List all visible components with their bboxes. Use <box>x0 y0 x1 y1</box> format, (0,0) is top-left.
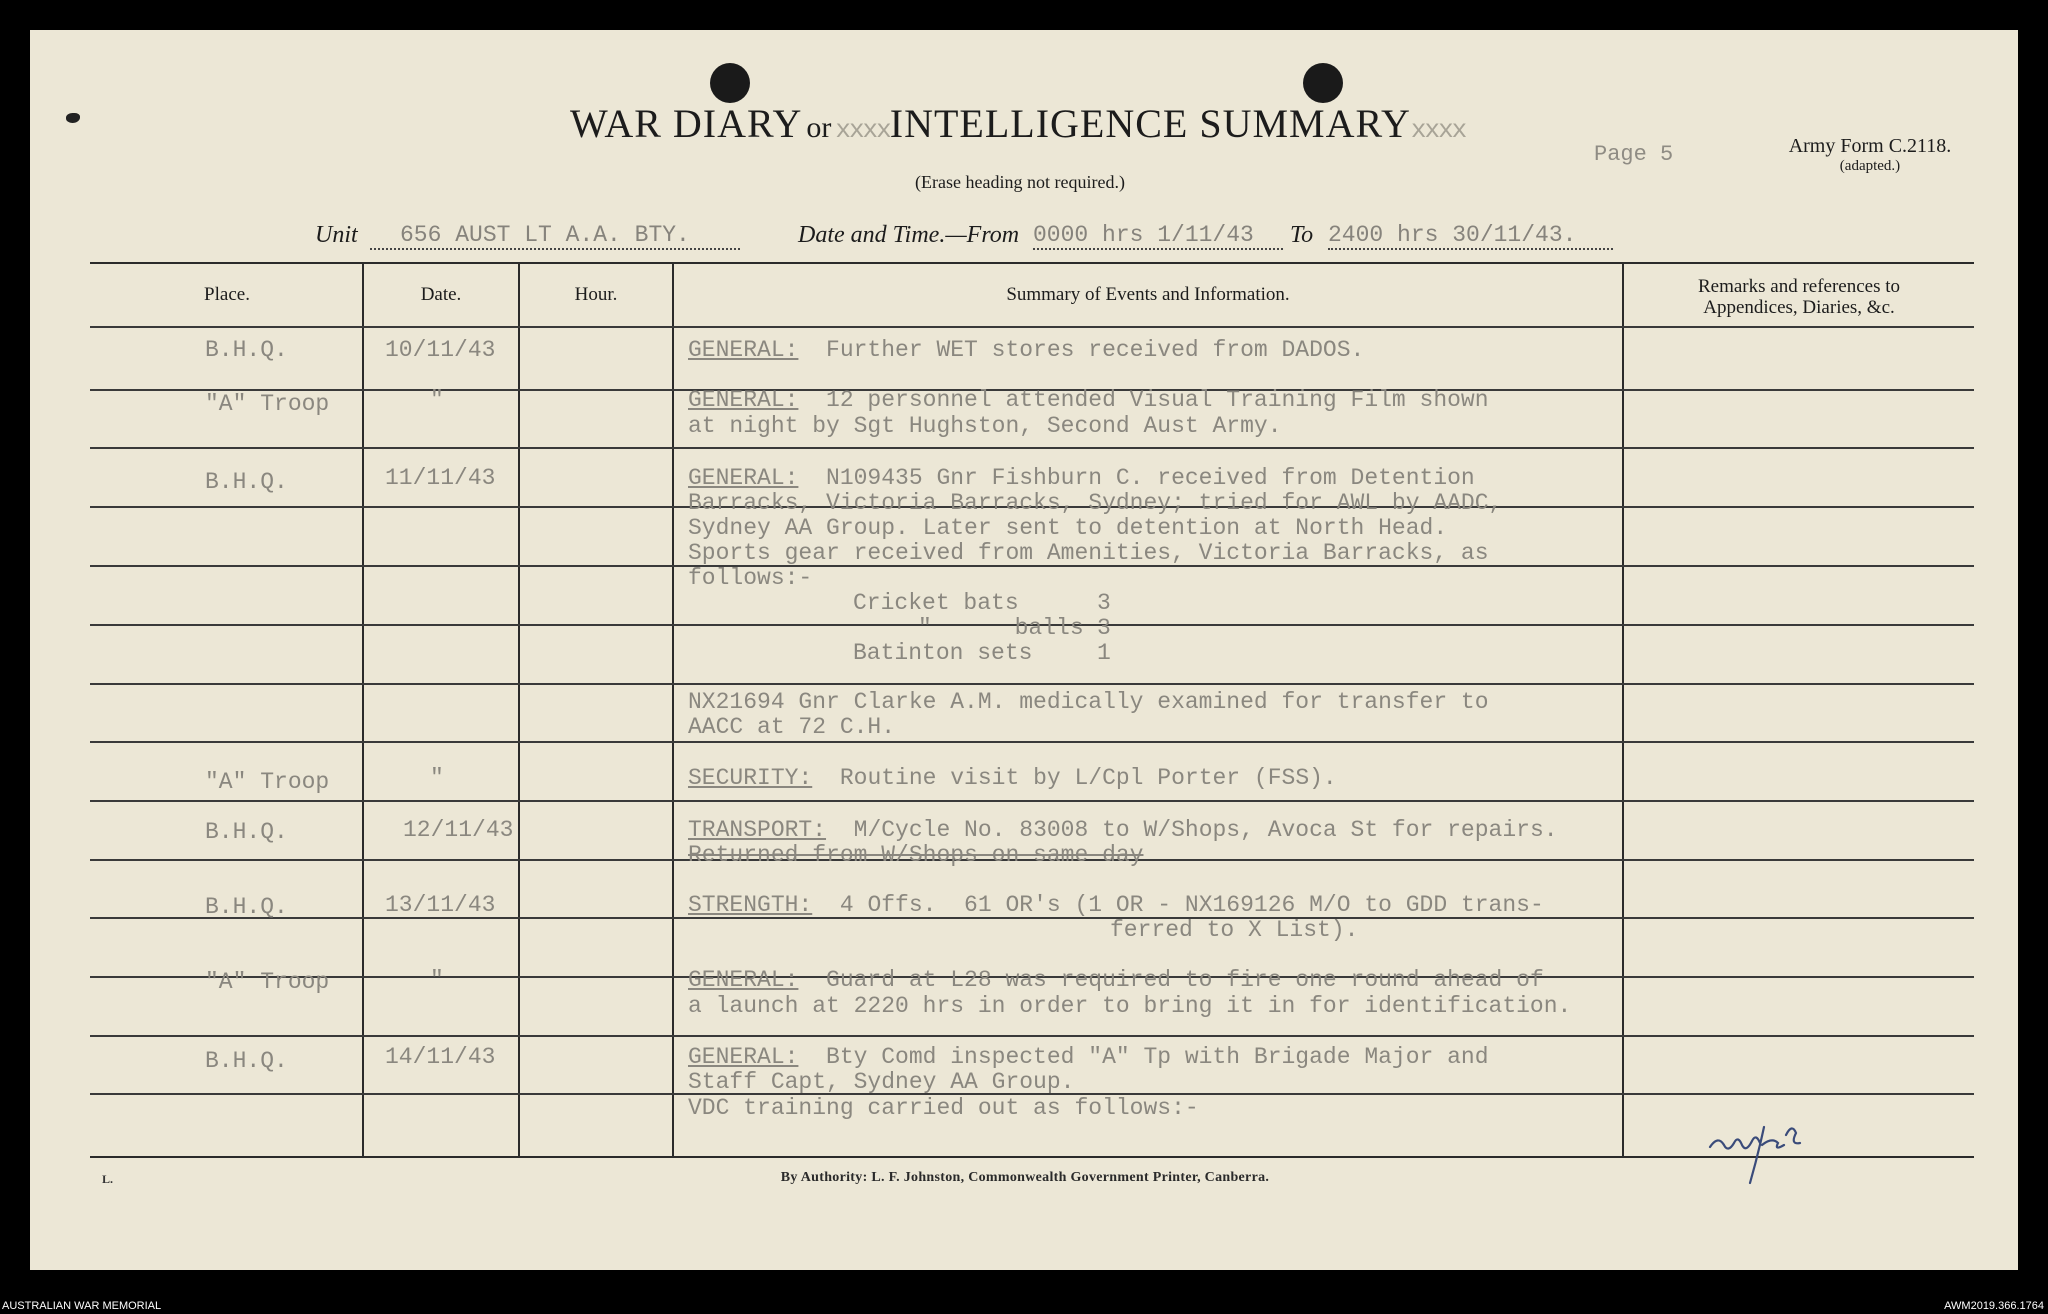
entry-summary <box>688 466 1475 491</box>
entry-heading: GENERAL: <box>688 387 799 413</box>
col-head-summary: Summary of Events and Information. <box>1006 284 1290 305</box>
row-rule <box>90 683 1974 685</box>
caption-right: AWM2019.366.1764 <box>1944 1300 2044 1312</box>
col-head-hour: Hour. <box>574 284 618 305</box>
title-war-diary: WAR DIARY <box>570 101 803 146</box>
col-head-date: Date. <box>420 284 462 305</box>
entry-text: 12 personnel attended Visual Training Film shown <box>798 387 1489 413</box>
entry-date: " <box>430 967 444 993</box>
entry-heading: GENERAL: <box>688 337 799 363</box>
footer-left-mark: L. <box>102 1172 114 1186</box>
col-head-place: Place. <box>204 284 250 305</box>
entry-text-line: Sydney AA Group. Later sent to detention at North Head. <box>688 515 1448 541</box>
entry-text: Guard at L28 was required to fire one round ahead of <box>798 967 1544 993</box>
from-field <box>1033 222 1283 250</box>
entry-place: "A" Troop <box>205 769 330 795</box>
entry-summary <box>688 388 1489 413</box>
army-form-number: Army Form C.2118. <box>1788 135 1952 157</box>
entry-text: Routine visit by L/Cpl Porter (FSS). <box>812 765 1337 791</box>
entry-date: " <box>430 387 444 413</box>
row-rule <box>90 1035 1974 1037</box>
entry-place: "A" Troop <box>205 969 330 995</box>
entry-text: Bty Comd inspected "A" Tp with Brigade Major and <box>798 1044 1489 1070</box>
ink-spot <box>66 113 80 123</box>
table-top-rule <box>90 262 1974 264</box>
row-rule <box>90 800 1974 802</box>
footer-authority: By Authority: L. F. Johnston, Commonwealth Government Printer, Canberra. <box>780 1170 1270 1185</box>
item-name: Cricket bats <box>853 590 1019 616</box>
entry-heading: GENERAL: <box>688 465 799 491</box>
punch-hole-right <box>1303 63 1343 103</box>
entry-summary <box>688 338 1364 363</box>
col-head-remarks <box>1624 276 1974 318</box>
entry-text-line: at night by Sgt Hughston, Second Aust Army. <box>688 413 1282 439</box>
army-form-sub: (adapted.) <box>1839 158 1901 174</box>
caption-left: AUSTRALIAN WAR MEMORIAL <box>2 1300 162 1312</box>
col-divider-summary <box>1622 263 1624 1156</box>
entry-heading: SECURITY: <box>688 765 813 791</box>
item-name: " balls <box>918 615 1084 641</box>
title-strike-1: xxxx <box>835 115 890 145</box>
entry-text: M/Cycle No. 83008 to W/Shops, Avoca St for repairs. <box>826 817 1558 843</box>
entry-summary <box>688 968 1544 993</box>
col-head-remarks-line-1: Remarks and references to <box>1697 276 1901 297</box>
header-rule <box>90 326 1974 328</box>
item-name: Batinton sets <box>853 640 1033 666</box>
unit-label: Unit <box>315 222 358 248</box>
entry-summary <box>688 766 1337 791</box>
entry-date: 13/11/43 <box>385 892 496 918</box>
entry-summary <box>688 1045 1489 1070</box>
entry-text-line: Sports gear received from Amenities, Victoria Barracks, as <box>688 540 1489 566</box>
page-number: Page 5 <box>1594 142 1674 167</box>
entry-place: B.H.Q. <box>205 894 288 920</box>
row-rule <box>90 447 1974 449</box>
page-title <box>570 100 1520 147</box>
unit-line <box>285 222 1685 258</box>
entry-heading: GENERAL: <box>688 967 799 993</box>
to-label: To <box>1290 222 1314 248</box>
entry-text-line: ferred to X List). <box>1110 917 1359 943</box>
entry-date: 10/11/43 <box>385 337 496 363</box>
title-or: or <box>806 111 832 144</box>
date-time-label: Date and Time.—From <box>798 222 1020 248</box>
army-form-label <box>1755 136 1985 176</box>
entry-heading: GENERAL: <box>688 1044 799 1070</box>
punch-hole-left <box>710 63 750 103</box>
entry-text-line: follows:- <box>688 565 813 591</box>
table-bottom-rule <box>90 1156 1974 1158</box>
entry-text: 4 Offs. 61 OR's (1 OR - NX169126 M/O to GDD trans- <box>812 892 1544 918</box>
item-qty: 3 <box>1097 590 1111 616</box>
title-strike-2: xxxx <box>1410 115 1466 145</box>
entry-place: B.H.Q. <box>205 819 288 845</box>
to-field <box>1328 222 1613 250</box>
entry-text: Further WET stores received from DADOS. <box>798 337 1365 363</box>
entry-date: 12/11/43 <box>403 817 514 843</box>
entry-text-line: VDC training carried out as follows:- <box>688 1095 1199 1121</box>
unit-field <box>370 222 740 250</box>
from-value: 0000 hrs 1/11/43 <box>1033 222 1254 248</box>
col-head-remarks-line-2: Appendices, Diaries, &c. <box>1703 297 1895 318</box>
erase-note: (Erase heading not required.) <box>915 172 1125 192</box>
entry-summary: NX21694 Gnr Clarke A.M. medically examined for transfer to <box>688 689 1489 715</box>
item-qty: 1 <box>1097 640 1111 666</box>
item-qty: 3 <box>1097 615 1111 641</box>
entry-text-line: Barracks, Victoria Barracks, Sydney; tried for AWL by AADC, <box>688 490 1503 516</box>
title-intelligence-summary: INTELLIGENCE SUMMARY <box>889 101 1411 146</box>
col-divider-place <box>362 263 364 1156</box>
entry-place: B.H.Q. <box>205 337 288 363</box>
entry-summary <box>688 893 1544 918</box>
entry-summary <box>688 818 1558 843</box>
entry-place: B.H.Q. <box>205 469 288 495</box>
entry-place: B.H.Q. <box>205 1048 288 1074</box>
entry-heading: TRANSPORT: <box>688 817 827 843</box>
entry-text: N109435 Gnr Fishburn C. received from Detention <box>798 465 1475 491</box>
entry-text-line: Returned from W/Shops on same day <box>688 842 1144 868</box>
entry-place: "A" Troop <box>205 391 330 417</box>
entry-date: 14/11/43 <box>385 1044 496 1070</box>
entry-date: " <box>430 765 444 791</box>
entry-text-line: a launch at 2220 hrs in order to bring it in for identification. <box>688 993 1572 1019</box>
to-value: 2400 hrs 30/11/43. <box>1328 222 1577 248</box>
col-divider-date <box>518 263 520 1156</box>
entry-date: 11/11/43 <box>385 465 496 491</box>
col-divider-hour <box>672 263 674 1156</box>
entry-text-line: AACC at 72 C.H. <box>688 714 896 740</box>
signature <box>1700 1105 1830 1185</box>
row-rule <box>90 741 1974 743</box>
entry-text-line: Staff Capt, Sydney AA Group. <box>688 1069 1075 1095</box>
unit-value: 656 AUST LT A.A. BTY. <box>400 222 690 248</box>
entry-heading: STRENGTH: <box>688 892 813 918</box>
